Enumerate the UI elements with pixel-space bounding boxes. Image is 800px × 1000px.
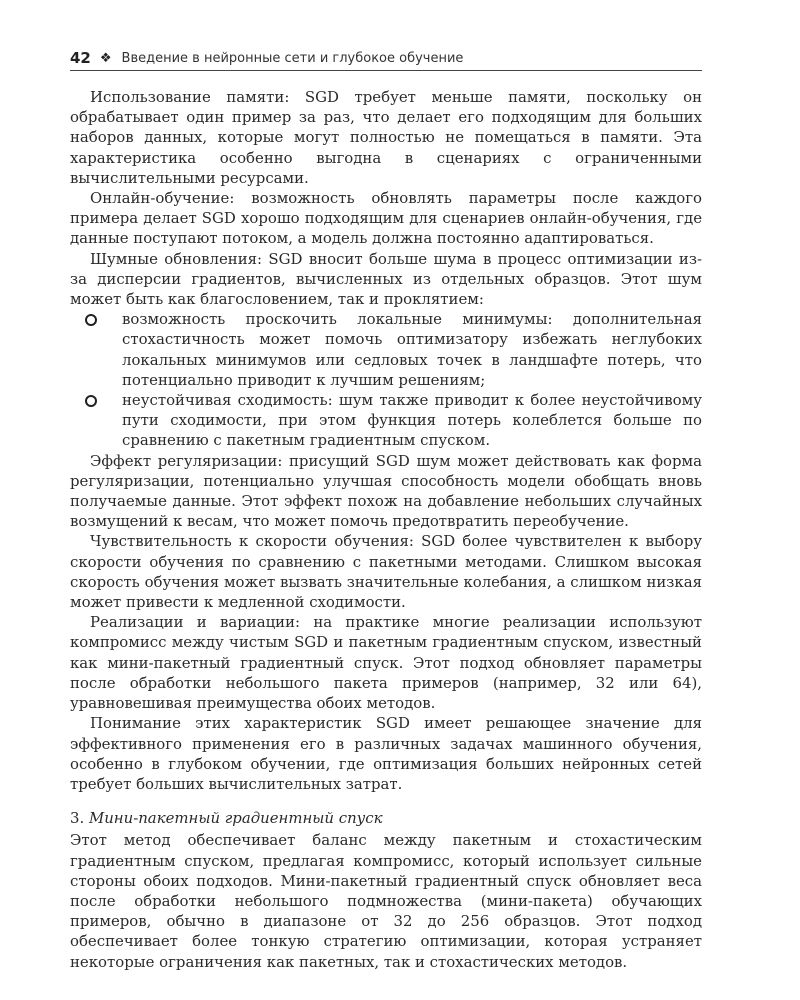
- paragraph-online-learning: Онлайн-обучение: возможность обновлять параметры после каждого примера делает SGD хорошо подходящим для сценариев онлайн-обучения, где данные поступают потоком, а модель должна постоянно адаптироваться.: [70, 189, 702, 248]
- running-header: [70, 46, 702, 71]
- list-item-text: возможность проскочить локальные минимумы: дополнительная стохастичность может помочь оптимизатору избежать неглубоких локальных минимумов или седловых точек в ландшафте потерь, что потенциально приводит к лучшим решениям;: [122, 310, 702, 389]
- book-page: [70, 46, 702, 972]
- section-title: Мини-пакетный градиентный спуск: [88, 809, 383, 828]
- diamond-ornament-icon: ❖: [99, 50, 112, 66]
- section-number: 3.: [70, 809, 85, 828]
- paragraph-noisy-updates: Шумные обновления: SGD вносит больше шума в процесс оптимизации из-за дисперсии градиентов, вычисленных из отдельных образцов. Этот шум может быть как благословением, так и проклятием:: [70, 249, 702, 309]
- paragraph-summary: Понимание этих характеристик SGD имеет решающее значение для эффективного применения его в различных задачах машинного обучения, особенно в глубоком обучении, где оптимизация больших нейронных сетей требует больших вычислительных затрат.: [70, 714, 702, 793]
- paragraph-mini-batch: Этот метод обеспечивает баланс между пакетным и стохастическим градиентным спуском, предлагая компромисс, который использует сильные стороны обоих подходов. Мини-пакетный градиентный спуск обновляет веса после обработки небольшого подмножества (мини-пакета) обучающих примеров, обычно в диапазоне от 32 до 256 образцов. Этот подход обеспечивает более тонкую стратегию оптимизации, которая устраняет некоторые ограничения как пакетных, так и стохастических методов.: [70, 831, 702, 971]
- paragraph-learning-rate: Чувствительность к скорости обучения: SGD более чувствителен к выбору скорости обучения по сравнению с пакетными методами. Слишком высокая скорость обучения может вызвать значительные колебания, а слишком низкая может привести к медленной сходимости.: [70, 532, 702, 612]
- page-number: 42: [70, 49, 91, 67]
- list-item: [122, 390, 702, 451]
- paragraph-memory-usage: Использование памяти: SGD требует меньше памяти, поскольку он обрабатывает один пример за раз, что делает его подходящим для больших наборов данных, которые могут полностью не помещаться в памяти. Эта характеристика особенно выгодна в сценариях с ограниченными вычислительными ресурсами.: [70, 88, 702, 187]
- paragraph-implementations: Реализации и вариации: на практике многие реализации используют компромисс между чистым SGD и пакетным градиентным спуском, известный как мини-пакетный градиентный спуск. Этот подход обновляет параметры после обработки небольшого пакета примеров (например, 32 или 64), уравновешивая преимущества обоих методов.: [70, 613, 702, 713]
- page-body: [70, 87, 702, 972]
- list-item-text: неустойчивая сходимость: шум также приводит к более неустойчивому пути сходимости, при этом функция потерь колеблется больше по сравнению с пакетным градиентным спуском.: [122, 391, 702, 450]
- section-heading: [70, 808, 702, 828]
- circle-bullet-icon: [85, 395, 97, 407]
- list-item: [122, 309, 702, 390]
- circle-bullet-icon: [85, 314, 97, 326]
- bullet-list: [70, 309, 702, 450]
- running-title: Введение в нейронные сети и глубокое обучение: [121, 50, 464, 66]
- paragraph-regularization: Эффект регуляризации: присущий SGD шум может действовать как форма регуляризации, потенциально улучшая способность модели обобщать вновь получаемые данные. Этот эффект похож на добавление небольших случайных возмущений к весам, что может помочь предотвратить переобучение.: [70, 451, 702, 531]
